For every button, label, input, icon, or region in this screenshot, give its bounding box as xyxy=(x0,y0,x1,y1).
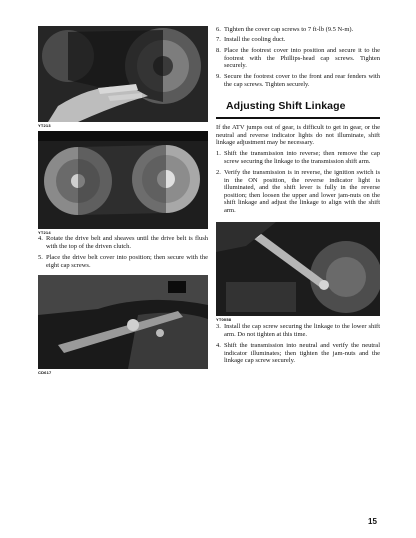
step-shift-2 xyxy=(216,169,380,215)
step-left-5-number: 5. xyxy=(38,254,43,261)
step-right-4b-number: 4. xyxy=(216,342,221,349)
step-right-7-text: Install the cooling duct. xyxy=(224,36,286,43)
photo-cap-screws xyxy=(38,275,208,369)
step-right-8-number: 8. xyxy=(216,47,221,54)
step-right-8-text: Place the footrest cover into position and secure it to the footrest with the Phillips-head cap screws. Tighten securely. xyxy=(224,47,380,70)
step-right-4b xyxy=(216,342,380,365)
section-title: Adjusting Shift Linkage xyxy=(226,100,346,112)
step-left-5-text: Place the drive belt cover into position; then secure with the eight cap screws. xyxy=(46,254,208,269)
step-right-9-number: 9. xyxy=(216,73,221,80)
step-right-4b-text: Shift the transmission into neutral and verify the neutral indicator illuminates; then tighten the jam-nuts and the linkage cap screw securely. xyxy=(224,342,380,365)
step-left-5 xyxy=(38,254,208,269)
step-shift-2-text: Verify the transmission is in reverse, the ignition switch is in the ON position, the reverse indicator light is illuminated, and the shift lever is fully in the reverse position; then loosen the upper and lower jam-nuts on the shift linkage and adjust the linkage to align with the shift arm. xyxy=(224,169,380,214)
photo-drive-clutch xyxy=(38,131,208,229)
step-shift-1-text: Shift the transmission into reverse; then remove the cap screw securing the linkage to the transmission shift arm. xyxy=(224,150,380,165)
step-right-6 xyxy=(216,26,380,34)
step-shift-1-number: 1. xyxy=(216,150,221,157)
step-shift-1 xyxy=(216,150,380,165)
step-left-4-number: 4. xyxy=(38,235,43,242)
photo-label-1: YT213 xyxy=(38,123,51,128)
section-intro: If the ATV jumps out of gear, is difficult to get in gear, or the neutral and reverse indicator lights do not illuminate, shift linkage adjustment may be necessary. xyxy=(216,124,380,147)
photo-label-4: YT0058 xyxy=(216,317,232,322)
photo-cap-screws-image xyxy=(38,275,208,369)
photo-label-2: YT214 xyxy=(38,230,51,235)
step-right-6-number: 6. xyxy=(216,26,221,33)
step-left-4-text: Rotate the drive belt and sheaves until the drive belt is flush with the top of the driven clutch. xyxy=(46,235,208,250)
photo-label-3: CD617 xyxy=(38,370,52,375)
step-right-3 xyxy=(216,323,380,338)
step-right-3-text: Install the cap screw securing the linkage to the lower shift arm. Do not tighten at this time. xyxy=(224,323,380,338)
photo-shift-linkage-image xyxy=(216,222,380,316)
step-right-7-number: 7. xyxy=(216,36,221,43)
photo-shift-linkage xyxy=(216,222,380,316)
step-left-4 xyxy=(38,235,208,250)
step-right-8 xyxy=(216,47,380,70)
step-right-9-text: Secure the footrest cover to the front and rear fenders with the cap screws. Tighten securely. xyxy=(224,73,380,88)
step-right-3-number: 3. xyxy=(216,323,221,330)
section-rule xyxy=(216,117,380,119)
step-shift-2-number: 2. xyxy=(216,169,221,176)
step-right-9 xyxy=(216,73,380,88)
photo-drive-clutch-image xyxy=(38,131,208,229)
photo-drive-belt-hand-image xyxy=(38,26,208,122)
step-right-7 xyxy=(216,36,380,44)
photo-drive-belt-hand xyxy=(38,26,208,122)
page-number: 15 xyxy=(368,517,377,526)
step-right-6-text: Tighten the cover cap screws to 7 ft-lb (9.5 N-m). xyxy=(224,26,354,33)
